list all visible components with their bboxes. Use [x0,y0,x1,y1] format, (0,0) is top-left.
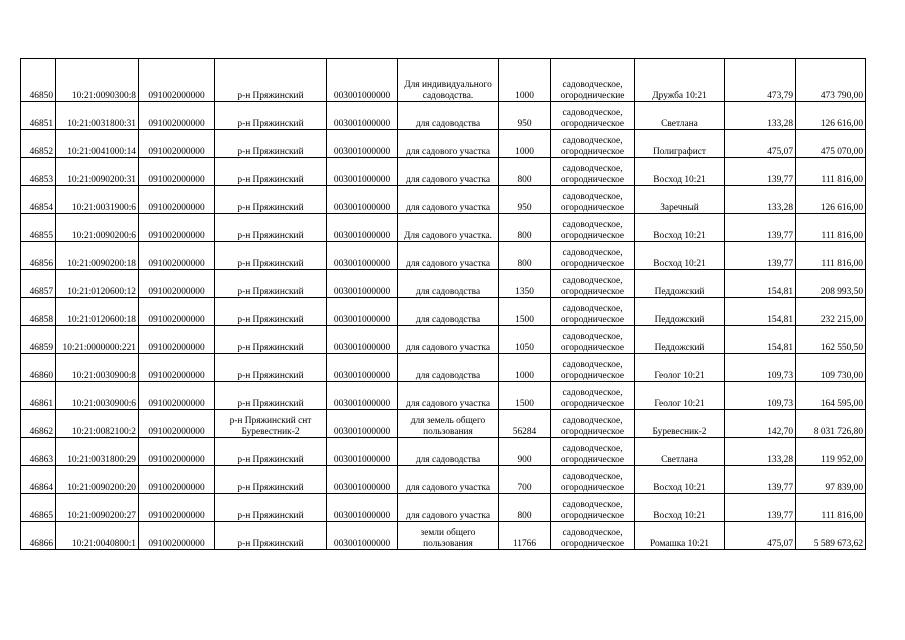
table-row [21,354,866,382]
cell-cadastral-value: 232 215,00 [796,298,866,326]
cell-district: р-н Пряжинский снт Буревестник-2 [215,410,327,438]
cell-row-number: 46865 [21,494,56,522]
cell-code: 003001000000 [327,214,398,242]
cell-row-number: 46859 [21,326,56,354]
cell-cadastral-number: 10:21:0031800:31 [56,102,139,130]
cell-cadastral-number: 10:21:0031800:29 [56,438,139,466]
cell-category: садоводческое, огородническое [551,102,635,130]
cell-cadastral-number: 10:21:0041000:14 [56,130,139,158]
cell-settlement-name: Светлана [635,438,725,466]
cell-code: 003001000000 [327,270,398,298]
cell-cadastral-number: 10:21:0030900:8 [56,354,139,382]
table-row [21,438,866,466]
cell-code: 003001000000 [327,354,398,382]
cell-row-number: 46856 [21,242,56,270]
cell-cadastral-value: 475 070,00 [796,130,866,158]
cell-cadastral-value: 5 589 673,62 [796,522,866,550]
cell-cadastral-number: 10:21:0090200:20 [56,466,139,494]
cell-area: 950 [499,102,551,130]
cell-district: р-н Пряжинский [215,130,327,158]
cell-district: р-н Пряжинский [215,158,327,186]
cell-okato-code: 091002000000 [139,102,215,130]
cell-area: 1050 [499,326,551,354]
cell-district: р-н Пряжинский [215,466,327,494]
table-row [21,522,866,550]
cell-row-number: 46853 [21,158,56,186]
cell-district: р-н Пряжинский [215,102,327,130]
table-row [21,494,866,522]
cell-specific-value: 139,77 [725,242,796,270]
cell-code: 003001000000 [327,382,398,410]
cell-area: 950 [499,186,551,214]
cell-area: 800 [499,214,551,242]
table-row [21,102,866,130]
cell-category: садоводческое, огородническое [551,186,635,214]
cell-permitted-use: для земель общего пользования [398,410,499,438]
cell-permitted-use: для садового участка [398,158,499,186]
cell-okato-code: 091002000000 [139,494,215,522]
cell-permitted-use: для садоводства [398,270,499,298]
cell-permitted-use: для садового участка [398,466,499,494]
cell-district: р-н Пряжинский [215,298,327,326]
cell-cadastral-number: 10:21:0090200:31 [56,158,139,186]
cell-permitted-use: для садового участка [398,242,499,270]
cell-okato-code: 091002000000 [139,326,215,354]
cell-cadastral-value: 111 816,00 [796,494,866,522]
cell-area: 800 [499,242,551,270]
cell-settlement-name: Восход 10:21 [635,494,725,522]
cell-permitted-use: для садового участка [398,130,499,158]
cell-category: садоводческое, огородническое [551,466,635,494]
cell-cadastral-value: 473 790,00 [796,59,866,102]
cell-okato-code: 091002000000 [139,186,215,214]
cell-cadastral-value: 111 816,00 [796,158,866,186]
cell-cadastral-number: 10:21:0040800:1 [56,522,139,550]
cell-specific-value: 139,77 [725,158,796,186]
cell-row-number: 46864 [21,466,56,494]
cell-okato-code: 091002000000 [139,130,215,158]
cell-row-number: 46860 [21,354,56,382]
cell-cadastral-number: 10:21:0090300:8 [56,59,139,102]
cell-area: 56284 [499,410,551,438]
cell-area: 1500 [499,382,551,410]
cell-okato-code: 091002000000 [139,382,215,410]
cell-category: садоводческое, огородническое [551,298,635,326]
cell-district: р-н Пряжинский [215,186,327,214]
cell-permitted-use: для садового участка [398,326,499,354]
cell-code: 003001000000 [327,130,398,158]
cell-area: 1500 [499,298,551,326]
cell-settlement-name: Восход 10:21 [635,214,725,242]
cell-cadastral-number: 10:21:0031900:6 [56,186,139,214]
cell-code: 003001000000 [327,186,398,214]
cell-category: садоводческое, огородническое [551,354,635,382]
cell-code: 003001000000 [327,158,398,186]
cell-permitted-use: земли общего пользования [398,522,499,550]
cell-code: 003001000000 [327,522,398,550]
cell-cadastral-number: 10:21:0090200:27 [56,494,139,522]
cell-category: садоводческое, огородническое [551,522,635,550]
cell-specific-value: 133,28 [725,102,796,130]
cell-code: 003001000000 [327,438,398,466]
cell-permitted-use: для садоводства [398,102,499,130]
cell-cadastral-value: 111 816,00 [796,214,866,242]
cell-cadastral-value: 164 595,00 [796,382,866,410]
cell-specific-value: 109,73 [725,354,796,382]
cell-code: 003001000000 [327,298,398,326]
cell-okato-code: 091002000000 [139,438,215,466]
cell-specific-value: 154,81 [725,326,796,354]
cell-area: 1000 [499,130,551,158]
cell-category: садоводческое, огородническое [551,270,635,298]
cell-permitted-use: для садового участка [398,494,499,522]
cell-cadastral-value: 8 031 726,80 [796,410,866,438]
cell-category: садоводческое, огородническое [551,214,635,242]
land-registry-table [20,58,866,550]
cell-settlement-name: Педдожский [635,270,725,298]
table-row [21,270,866,298]
cell-district: р-н Пряжинский [215,382,327,410]
cell-settlement-name: Дружба 10:21 [635,59,725,102]
cell-settlement-name: Заречный [635,186,725,214]
cell-category: садоводческое, огородническое [551,494,635,522]
table-row [21,466,866,494]
cell-category: садоводческое, огородническое [551,410,635,438]
cell-settlement-name: Педдожский [635,298,725,326]
table-row [21,186,866,214]
cell-district: р-н Пряжинский [215,326,327,354]
cell-settlement-name: Ромашка 10:21 [635,522,725,550]
cell-row-number: 46851 [21,102,56,130]
cell-row-number: 46850 [21,59,56,102]
table-row [21,59,866,102]
cell-district: р-н Пряжинский [215,438,327,466]
cell-district: р-н Пряжинский [215,270,327,298]
cell-okato-code: 091002000000 [139,298,215,326]
table-row [21,326,866,354]
cell-row-number: 46861 [21,382,56,410]
cell-specific-value: 133,28 [725,438,796,466]
table-row [21,214,866,242]
cell-category: садоводческое, огородническое [551,130,635,158]
cell-cadastral-value: 111 816,00 [796,242,866,270]
cell-settlement-name: Восход 10:21 [635,242,725,270]
cell-okato-code: 091002000000 [139,410,215,438]
cell-specific-value: 154,81 [725,270,796,298]
cell-cadastral-value: 109 730,00 [796,354,866,382]
cell-specific-value: 109,73 [725,382,796,410]
cell-permitted-use: для садоводства [398,298,499,326]
cell-row-number: 46852 [21,130,56,158]
cell-okato-code: 091002000000 [139,214,215,242]
cell-okato-code: 091002000000 [139,158,215,186]
cell-specific-value: 475,07 [725,522,796,550]
cell-row-number: 46858 [21,298,56,326]
cell-code: 003001000000 [327,466,398,494]
cell-district: р-н Пряжинский [215,522,327,550]
cell-settlement-name: Геолог 10:21 [635,354,725,382]
cell-settlement-name: Геолог 10:21 [635,382,725,410]
cell-district: р-н Пряжинский [215,494,327,522]
cell-specific-value: 473,79 [725,59,796,102]
cell-code: 003001000000 [327,242,398,270]
cell-specific-value: 139,77 [725,214,796,242]
table-row [21,298,866,326]
cell-cadastral-number: 10:21:0082100:2 [56,410,139,438]
cell-cadastral-number: 10:21:0090200:18 [56,242,139,270]
cell-code: 003001000000 [327,59,398,102]
cell-okato-code: 091002000000 [139,242,215,270]
cell-specific-value: 139,77 [725,494,796,522]
cell-cadastral-number: 10:21:0030900:6 [56,382,139,410]
cell-code: 003001000000 [327,326,398,354]
cell-row-number: 46863 [21,438,56,466]
cell-settlement-name: Полиграфист [635,130,725,158]
cell-code: 003001000000 [327,410,398,438]
cell-row-number: 46855 [21,214,56,242]
cell-area: 800 [499,494,551,522]
cell-cadastral-value: 208 993,50 [796,270,866,298]
cell-cadastral-value: 126 616,00 [796,186,866,214]
table-row [21,410,866,438]
cell-settlement-name: Буревесник-2 [635,410,725,438]
cell-row-number: 46854 [21,186,56,214]
cell-area: 1350 [499,270,551,298]
cell-cadastral-number: 10:21:0120600:12 [56,270,139,298]
cell-specific-value: 139,77 [725,466,796,494]
cell-okato-code: 091002000000 [139,354,215,382]
cell-specific-value: 475,07 [725,130,796,158]
cell-cadastral-value: 126 616,00 [796,102,866,130]
cell-cadastral-value: 97 839,00 [796,466,866,494]
cell-category: садоводческое, огородническое [551,382,635,410]
cell-area: 800 [499,158,551,186]
cell-permitted-use: для садового участка [398,382,499,410]
cell-category: садоводческое, огородническое [551,242,635,270]
cell-row-number: 46866 [21,522,56,550]
cell-settlement-name: Восход 10:21 [635,466,725,494]
cell-okato-code: 091002000000 [139,466,215,494]
cell-row-number: 46857 [21,270,56,298]
cell-cadastral-value: 162 550,50 [796,326,866,354]
cell-area: 1000 [499,59,551,102]
cell-permitted-use: Для садового участка. [398,214,499,242]
table-row [21,382,866,410]
cell-specific-value: 133,28 [725,186,796,214]
cell-code: 003001000000 [327,102,398,130]
cell-cadastral-number: 10:21:0090200:6 [56,214,139,242]
cell-cadastral-value: 119 952,00 [796,438,866,466]
cell-district: р-н Пряжинский [215,242,327,270]
cell-settlement-name: Восход 10:21 [635,158,725,186]
cell-area: 11766 [499,522,551,550]
cell-district: р-н Пряжинский [215,59,327,102]
cell-settlement-name: Педдожский [635,326,725,354]
cell-okato-code: 091002000000 [139,59,215,102]
cell-district: р-н Пряжинский [215,354,327,382]
cell-okato-code: 091002000000 [139,270,215,298]
cell-permitted-use: для садоводства [398,438,499,466]
cell-row-number: 46862 [21,410,56,438]
cell-specific-value: 142,70 [725,410,796,438]
cell-category: садоводческое, огородническое [551,438,635,466]
cell-specific-value: 154,81 [725,298,796,326]
cell-permitted-use: для садоводства [398,354,499,382]
table-row [21,130,866,158]
table-row [21,242,866,270]
cell-area: 900 [499,438,551,466]
table-row [21,158,866,186]
cell-category: садоводческое, огородническое [551,158,635,186]
cell-okato-code: 091002000000 [139,522,215,550]
cell-settlement-name: Светлана [635,102,725,130]
cell-code: 003001000000 [327,494,398,522]
cell-district: р-н Пряжинский [215,214,327,242]
cell-cadastral-number: 10:21:0000000:221 [56,326,139,354]
cell-area: 700 [499,466,551,494]
cell-area: 1000 [499,354,551,382]
cell-category: садоводческое, огороднические [551,59,635,102]
cell-permitted-use: Для индивидуального садоводства. [398,59,499,102]
cell-cadastral-number: 10:21:0120600:18 [56,298,139,326]
cell-permitted-use: для садового участка [398,186,499,214]
cell-category: садоводческое, огородническое [551,326,635,354]
